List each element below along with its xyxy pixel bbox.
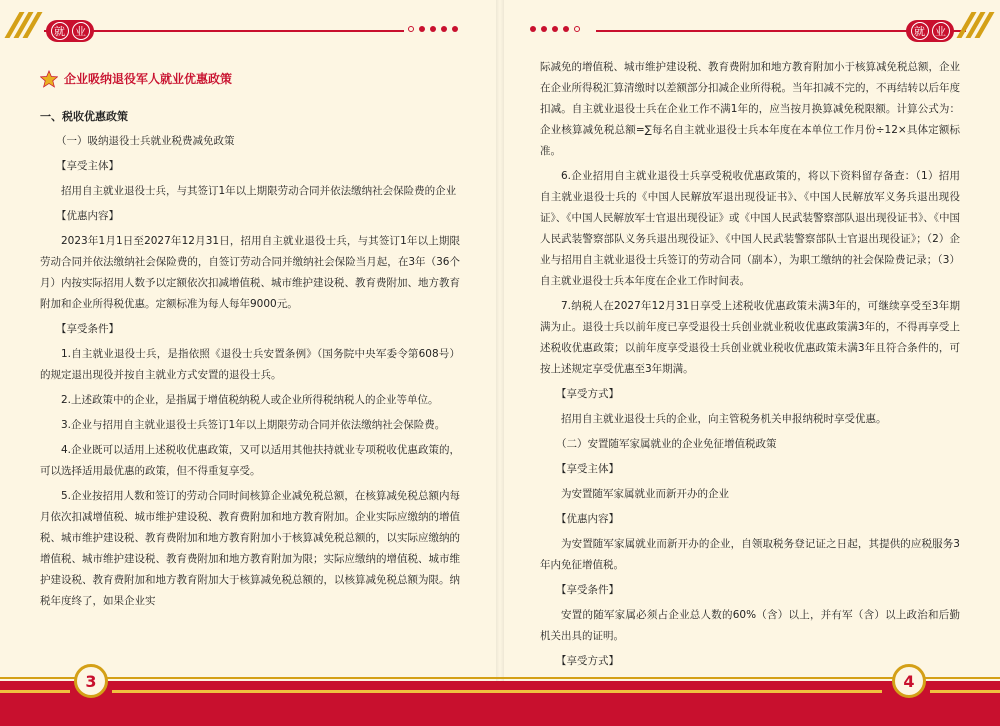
paragraph: 5.企业按招用人数和签订的劳动合同时间核算企业减免税总额，在核算减免税总额内每月依次扣减增值税、城市维护建设税、教育费附加和地方教育附加。企业实际应缴纳的增值税、城市维护建设税、教育费附加和地方教育附加小于核算减免税总额的，以实际应缴纳的增值税、城市维护建设税、教育费附加和地方教育附加为限；实际应缴纳的增值税、城市维护建设税、教育费附加和地方教育附加大于核算减免税总额的，以核算减免税总额为限。纳税年度终了，如果企业实 [40, 490, 460, 607]
paragraph: 4.企业既可以适用上述税收优惠政策，又可以适用其他扶持就业专项税收优惠政策的，可以选择适用最优惠的政策，但不得重复享受。 [40, 444, 460, 477]
footer-stripe-a [0, 690, 70, 693]
header-dots-left [408, 26, 458, 32]
page-number-left: 3 [74, 664, 108, 698]
header-stripes-right [958, 12, 994, 38]
paragraph: 【享受主体】 [56, 160, 119, 172]
paragraph: 安置的随军家属必须占企业总人数的60%（含）以上，并有军（含）以上政治和后勤机关出具的证明。 [540, 609, 960, 642]
star-icon [40, 70, 58, 88]
paragraph: （一）吸纳退役士兵就业税费减免政策 [56, 135, 235, 147]
heading-tax-policy: 一、税收优惠政策 [40, 110, 128, 123]
paragraph: 【享受条件】 [556, 584, 619, 596]
footer-band [0, 681, 1000, 726]
header-badge-right [906, 20, 954, 42]
book-spine [496, 0, 504, 726]
paragraph: （二）安置随军家属就业的企业免征增值税政策 [556, 438, 777, 450]
header-dots-right [530, 26, 580, 32]
paragraph: 【享受方式】 [556, 655, 619, 667]
paragraph: 6.企业招用自主就业退役士兵享受税收优惠政策的，将以下资料留存备查：（1）招用自主就业退役士兵的《中国人民解放军退出现役证书》、《中国人民解放军义务兵退出现役证》、《中国人民解放军士官退出现役证》或《中国人民武装警察部队退出现役证书》、《中国人民武装警察部队义务兵退出现役证》、《中国人民武装警察部队士官退出现役证》；（2）企业与招用自主就业退役士兵签订的劳动合同（副本），为职工缴纳的社会保险费记录；（3）自主就业退役士兵本年度在企业工作时间表。 [540, 170, 960, 287]
left-page-content [40, 68, 460, 612]
section-title-text: 企业吸纳退役军人就业优惠政策 [64, 71, 233, 86]
header-rule-left [44, 30, 404, 32]
paragraph: 际减免的增值税、城市维护建设税、教育费附加和地方教育附加小于核算减免税总额，企业在企业所得税汇算清缴时以差额部分扣减企业所得税。当年扣减不完的，不再结转以后年度扣减。自主就业退役士兵在企业工作不满1年的，应当按月换算减免税限额。计算公式为：企业核算减免税总额=∑每名自主就业退役士兵本年度在本单位工作月份÷12×具体定额标准。 [540, 61, 960, 157]
right-page-content [540, 57, 960, 672]
paragraph: 【优惠内容】 [556, 513, 619, 525]
footer-stripe-c [930, 690, 1000, 693]
paragraph: 招用自主就业退役士兵的企业，向主管税务机关申报纳税时享受优惠。 [561, 413, 887, 425]
badge-char: 就 [911, 22, 929, 40]
badge-char: 业 [72, 22, 90, 40]
paragraph: 【享受主体】 [556, 463, 619, 475]
paragraph: 3.企业与招用自主就业退役士兵签订1年以上期限劳动合同并依法缴纳社会保险费。 [61, 419, 446, 431]
paragraph: 【优惠内容】 [56, 210, 119, 222]
left-paragraphs [40, 131, 460, 612]
paragraph: 【享受方式】 [556, 388, 619, 400]
paragraph: 2023年1月1日至2027年12月31日，招用自主就业退役士兵，与其签订1年以上期限劳动合同并依法缴纳社会保险费的，自签订劳动合同并缴纳社会保险当月起，在3年（36个月）内按实际招用人数予以定额依次扣减增值税、城市维护建设税、教育费附加、地方教育附加和企业所得税优惠。定额标准为每人每年9000元。 [40, 235, 460, 310]
section-title [40, 68, 460, 90]
badge-char: 就 [51, 22, 69, 40]
paragraph: 【享受条件】 [56, 323, 119, 335]
right-paragraphs [540, 57, 960, 672]
right-page [500, 0, 1000, 726]
paragraph: 7.纳税人在2027年12月31日享受上述税收优惠政策未满3年的，可继续享受至3年期满为止。退役士兵以前年度已享受退役士兵创业就业税收优惠政策满3年的，不得再享受上述税收优惠政策；以前年度享受退役士兵创业就业税收优惠政策未满3年且符合条件的，可按上述规定享受优惠至3年期满。 [540, 300, 960, 375]
paragraph: 1.自主就业退役士兵，是指依照《退役士兵安置条例》（国务院中央军委令第608号）的规定退出现役并按自主就业方式安置的退役士兵。 [40, 348, 460, 381]
paragraph: 招用自主就业退役士兵，与其签订1年以上期限劳动合同并依法缴纳社会保险费的企业 [61, 185, 457, 197]
paragraph: 为安置随军家属就业而新开办的企业 [561, 488, 729, 500]
footer-stripe-b [112, 690, 882, 693]
badge-char: 业 [932, 22, 950, 40]
header-stripes-left [6, 12, 42, 38]
header-badge-left [46, 20, 94, 42]
footer-gold-line [0, 677, 1000, 679]
page-number-right: 4 [892, 664, 926, 698]
paragraph: 为安置随军家属就业而新开办的企业，自领取税务登记证之日起，其提供的应税服务3年内免征增值税。 [540, 538, 960, 571]
paragraph: 2.上述政策中的企业，是指属于增值税纳税人或企业所得税纳税人的企业等单位。 [61, 394, 439, 406]
